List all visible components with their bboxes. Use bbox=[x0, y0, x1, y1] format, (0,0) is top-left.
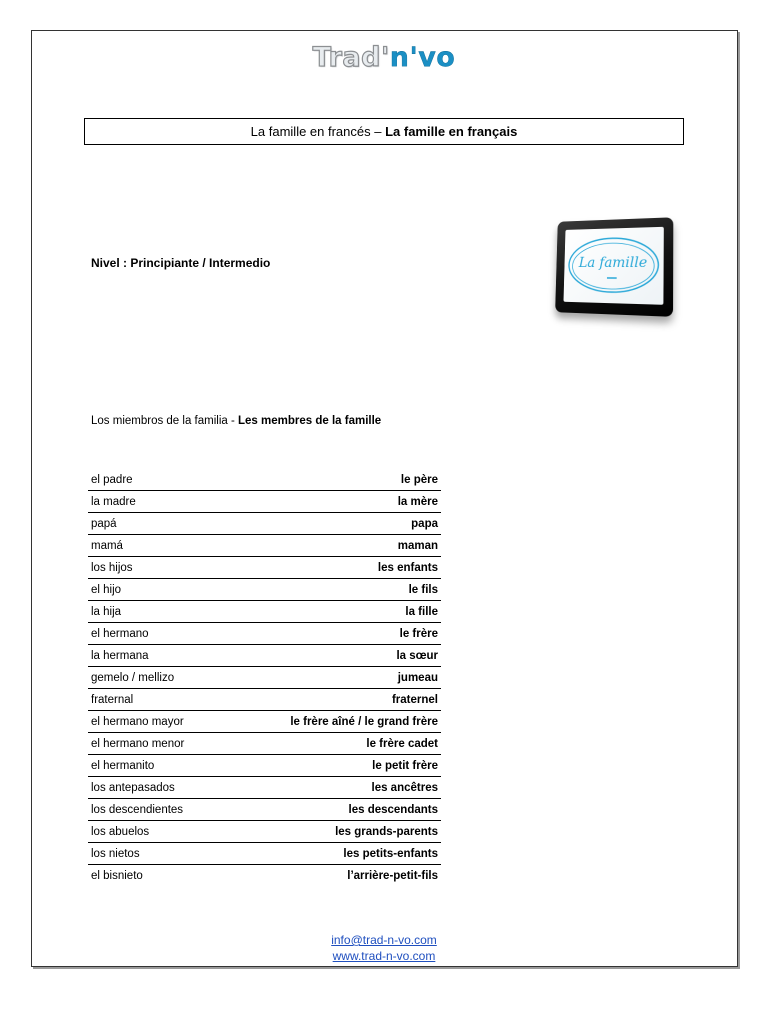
vocabulary-row bbox=[88, 689, 441, 711]
french-term: jumeau bbox=[227, 667, 441, 689]
tablet-text: La famille bbox=[578, 255, 648, 272]
french-term: les petits-enfants bbox=[227, 843, 441, 865]
spanish-term: el hermano bbox=[88, 623, 227, 645]
vocabulary-row bbox=[88, 711, 441, 733]
tablet-illustration bbox=[555, 217, 673, 317]
vocabulary-row bbox=[88, 469, 441, 491]
french-term: fraternel bbox=[227, 689, 441, 711]
spanish-term: el padre bbox=[88, 469, 227, 491]
spanish-term: el bisnieto bbox=[91, 869, 143, 882]
vocabulary-row bbox=[88, 491, 441, 513]
spanish-term: la hija bbox=[88, 601, 227, 623]
vocabulary-row bbox=[88, 733, 441, 755]
tradnvo-logo bbox=[0, 42, 768, 73]
email-link[interactable]: info@trad-n-vo.com bbox=[331, 933, 437, 947]
french-term: la fille bbox=[227, 601, 441, 623]
french-term: les ancêtres bbox=[227, 777, 441, 799]
vocabulary-row bbox=[88, 645, 441, 667]
spanish-term: el hermanito bbox=[88, 755, 227, 777]
vocabulary-row bbox=[88, 843, 441, 865]
vocabulary-row bbox=[88, 623, 441, 645]
section-heading-french: Les membres de la famille bbox=[238, 415, 382, 427]
spanish-term: los antepasados bbox=[88, 777, 227, 799]
vocabulary-row bbox=[88, 755, 441, 777]
vocabulary-row bbox=[88, 513, 441, 535]
document-title bbox=[84, 118, 684, 145]
title-spanish: La famille en francés – bbox=[250, 124, 386, 139]
section-heading bbox=[91, 415, 381, 427]
spanish-term: los descendientes bbox=[88, 799, 227, 821]
website-link[interactable]: www.trad-n-vo.com bbox=[332, 949, 436, 963]
spanish-term: gemelo / mellizo bbox=[88, 667, 227, 689]
vocabulary-row bbox=[88, 535, 441, 557]
french-term: la sœur bbox=[227, 645, 441, 667]
vocabulary-row bbox=[88, 601, 441, 623]
spanish-term: mamá bbox=[88, 535, 227, 557]
french-term: le frère aîné / le grand frère bbox=[227, 711, 441, 733]
spanish-term: los nietos bbox=[88, 843, 227, 865]
french-term: le frère cadet bbox=[227, 733, 441, 755]
vocabulary-row bbox=[88, 799, 441, 821]
vocabulary-row bbox=[88, 667, 441, 689]
spanish-term: los abuelos bbox=[88, 821, 227, 843]
french-term: le petit frère bbox=[227, 755, 441, 777]
spanish-term: la hermana bbox=[88, 645, 227, 667]
vocabulary-row bbox=[88, 865, 441, 887]
vocabulary-row bbox=[88, 557, 441, 579]
logo-part-nvo: n'vo bbox=[389, 42, 456, 73]
french-term: le frère bbox=[227, 623, 441, 645]
level-label: Nivel : Principiante / Intermedio bbox=[91, 256, 271, 270]
logo-part-trad: Trad' bbox=[312, 42, 390, 73]
french-term: le père bbox=[227, 469, 441, 491]
french-term: l’arrière-petit-fils bbox=[347, 869, 438, 882]
vocabulary-table-body bbox=[88, 469, 441, 886]
spanish-term: fraternal bbox=[88, 689, 227, 711]
french-term: les descendants bbox=[227, 799, 441, 821]
spanish-term: papá bbox=[88, 513, 227, 535]
french-term: papa bbox=[227, 513, 441, 535]
french-term: les grands-parents bbox=[227, 821, 441, 843]
french-term: la mère bbox=[227, 491, 441, 513]
section-heading-spanish: Los miembros de la familia - bbox=[91, 415, 238, 427]
contact-links bbox=[316, 932, 452, 964]
vocabulary-table bbox=[88, 469, 441, 886]
vocabulary-row bbox=[88, 777, 441, 799]
tablet-screen bbox=[563, 227, 663, 305]
french-term: maman bbox=[227, 535, 441, 557]
spanish-term: el hermano menor bbox=[88, 733, 227, 755]
spanish-term: la madre bbox=[88, 491, 227, 513]
vocabulary-row bbox=[88, 579, 441, 601]
vocabulary-row bbox=[88, 821, 441, 843]
title-french: La famille en français bbox=[385, 124, 518, 139]
french-term: le fils bbox=[227, 579, 441, 601]
spanish-term: el hijo bbox=[88, 579, 227, 601]
french-term: les enfants bbox=[227, 557, 441, 579]
spanish-term: el hermano mayor bbox=[88, 711, 227, 733]
spanish-term: los hijos bbox=[88, 557, 227, 579]
la-famille-ellipse-graphic bbox=[563, 227, 663, 305]
